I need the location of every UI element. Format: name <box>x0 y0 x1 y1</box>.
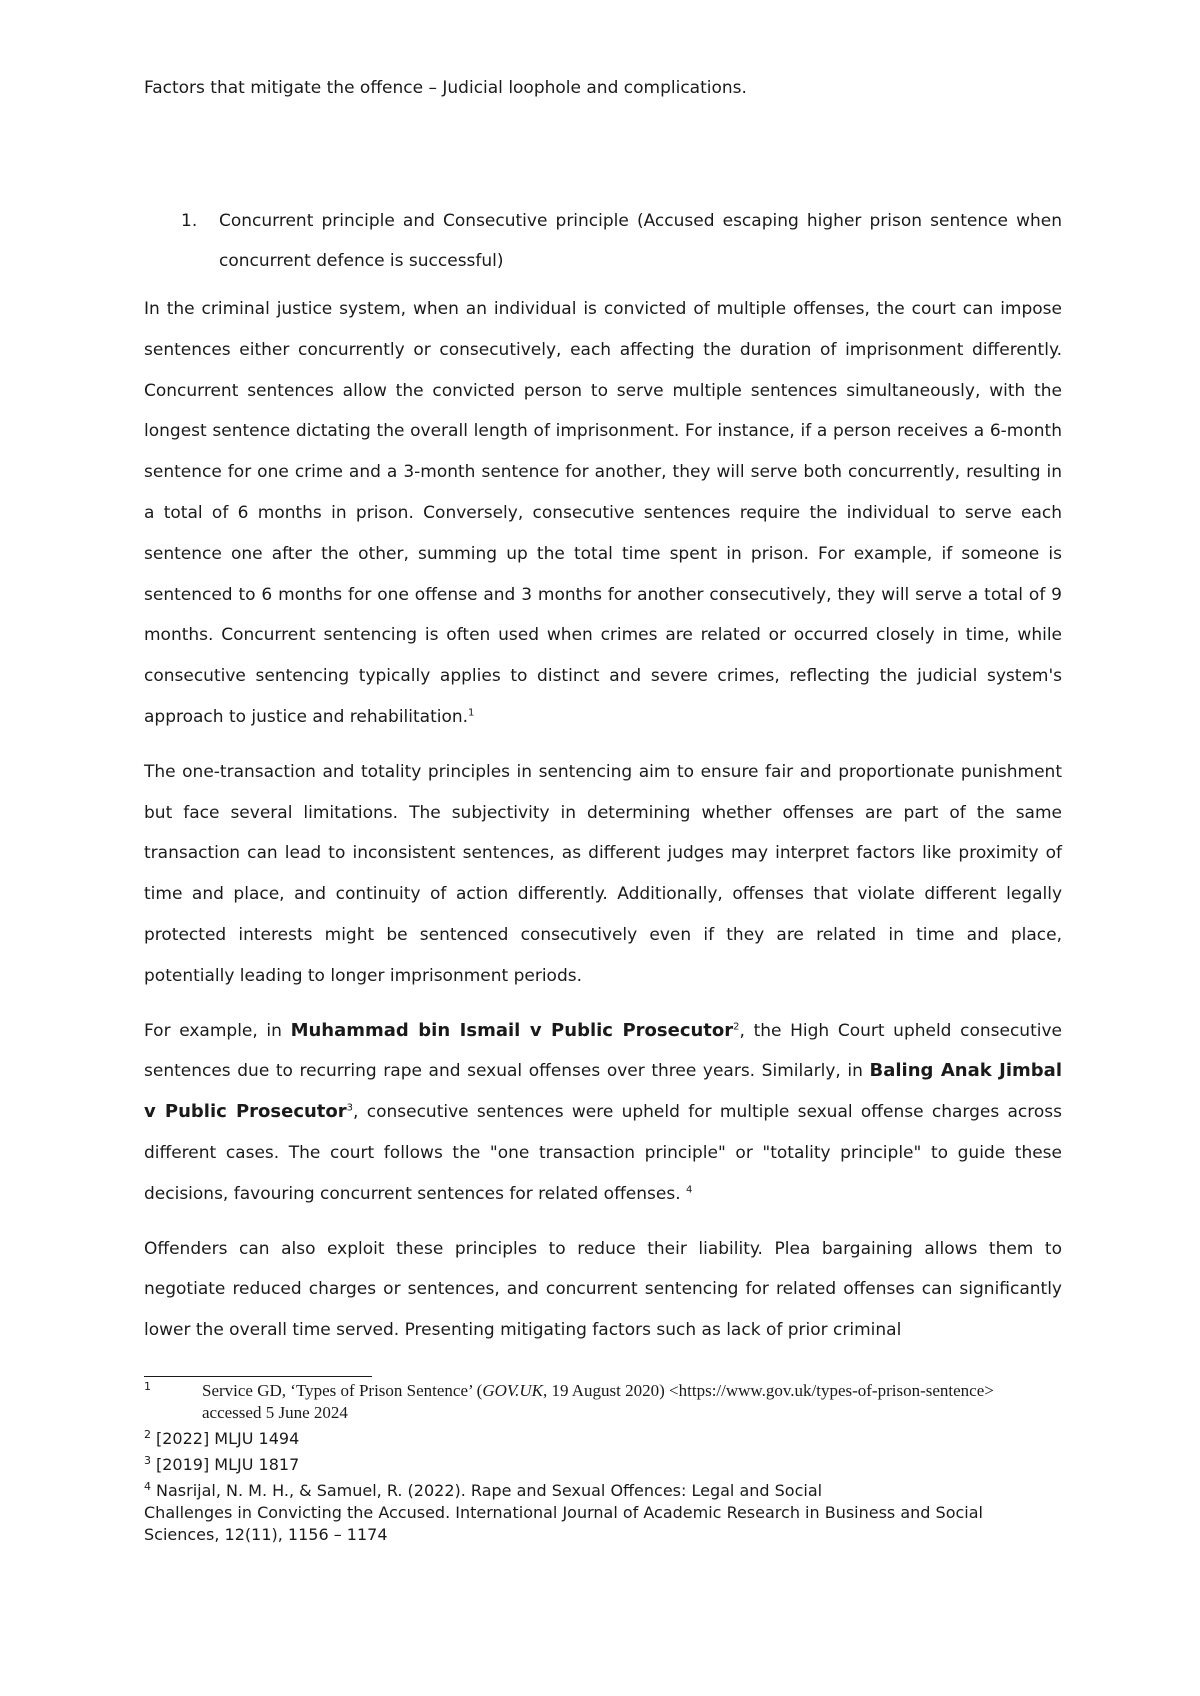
footnote-mark: 2 <box>144 1428 151 1441</box>
footnote-2 <box>144 1428 1044 1450</box>
page-heading: Factors that mitigate the offence – Judicial loophole and complications. <box>144 78 747 98</box>
footnote-ref: 1 <box>468 707 475 719</box>
footnote-ref: 4 <box>686 1184 693 1196</box>
paragraph-text: , the High Court upheld consecutive sentences due to recurring rape and sexual offenses over three years. Similarly, in <box>144 1020 1062 1082</box>
footnotes <box>144 1380 1044 1550</box>
paragraph-text: In the criminal justice system, when an individual is convicted of multiple offenses, the court can impose sentences either concurrently or consecutively, each affecting the duration of imprisonment differently. Concurrent sentences allow the convicted person to serve multiple sentences simultaneously, with the longest sentence dictating the overall length of imprisonment. For instance, if a person receives a 6-month sentence for one crime and a 3-month sentence for another, they will serve both concurrently, resulting in a total of 6 months in prison. Conversely, consecutive sentences require the individual to serve each sentence one after the other, summing up the total time spent in prison. For example, if someone is sentenced to 6 months for one offense and 3 months for another consecutively, they will serve a total of 9 months. Concurrent sentencing is often used when crimes are related or occurred closely in time, while consecutive sentencing typically applies to distinct and severe crimes, reflecting the judicial system's approach to justice and rehabilitation. <box>144 299 1062 727</box>
paragraph-text: Offenders can also exploit these principles to reduce their liability. Plea bargaining allows them to negotiate reduced charges or sentences, and concurrent sentencing for related offenses can significantly lower the overall time served. Presenting mitigating factors such as lack of prior criminal <box>144 1238 1062 1341</box>
footnote-mark: 3 <box>144 1454 151 1467</box>
footnote-text-continued: Challenges in Convicting the Accused. International Journal of Academic Research in Business and Social Sciences, 12(11), 1156 – 1174 <box>144 1503 983 1544</box>
footnote-ref: 3 <box>346 1102 354 1114</box>
footnote-3 <box>144 1454 1044 1476</box>
footnote-1 <box>144 1380 1044 1424</box>
paragraph-text: The one-transaction and totality principles in sentencing aim to ensure fair and proportionate punishment but face several limitations. The subjectivity in determining whether offenses are part of the same transaction can lead to inconsistent sentences, as different judges may interpret factors like proximity of time and place, and continuity of action differently. Additionally, offenses that violate different legally protected interests might be sentenced consecutively even if they are related in time and place, potentially leading to longer imprisonment periods. <box>144 761 1062 986</box>
footnote-text: Service GD, ‘Types of Prison Sentence’ (GOV.UK, 19 August 2020) <https://www.gov.uk/types-of-prison-sentence> accessed 5 June 2024 <box>202 1381 994 1422</box>
footnote-text: [2019] MLJU 1817 <box>156 1455 300 1474</box>
list-item-number: 1. <box>181 211 198 231</box>
paragraph-text: , consecutive sentences were upheld for multiple sexual offense charges across different cases. The court follows the "one transaction principle" or "totality principle" to guide these decisions, favouring concurrent sentences for related offenses. <box>144 1102 1062 1204</box>
case-name: Muhammad bin Ismail v Public Prosecutor <box>290 1019 734 1041</box>
case-name: Baling Anak Jimbal v Public Prosecutor <box>144 1060 1062 1123</box>
footnote-mark: 4 <box>144 1480 151 1493</box>
footnote-mark: 1 <box>144 1380 151 1393</box>
footnote-separator <box>144 1376 372 1377</box>
footnote-italic: GOV.UK <box>482 1381 543 1400</box>
list-item <box>144 201 1062 281</box>
paragraph-exploitation <box>144 1229 1062 1351</box>
paragraph-principles-limitations <box>144 752 1062 997</box>
paragraph-case-examples <box>144 1011 1062 1215</box>
footnote-text: Nasrijal, N. M. H., & Samuel, R. (2022). Rape and Sexual Offences: Legal and Social <box>156 1481 823 1500</box>
footnote-ref: 2 <box>733 1020 740 1032</box>
document-body <box>144 74 1062 1351</box>
paragraph-text: For example, in <box>144 1020 291 1041</box>
paragraph-sentencing-overview <box>144 289 1062 738</box>
list-item-text: Concurrent principle and Consecutive principle (Accused escaping higher prison sentence when concurrent defence is successful) <box>219 211 1062 271</box>
numbered-list <box>144 201 1062 281</box>
footnote-text: [2022] MLJU 1494 <box>156 1429 300 1448</box>
footnote-4 <box>144 1480 1044 1546</box>
